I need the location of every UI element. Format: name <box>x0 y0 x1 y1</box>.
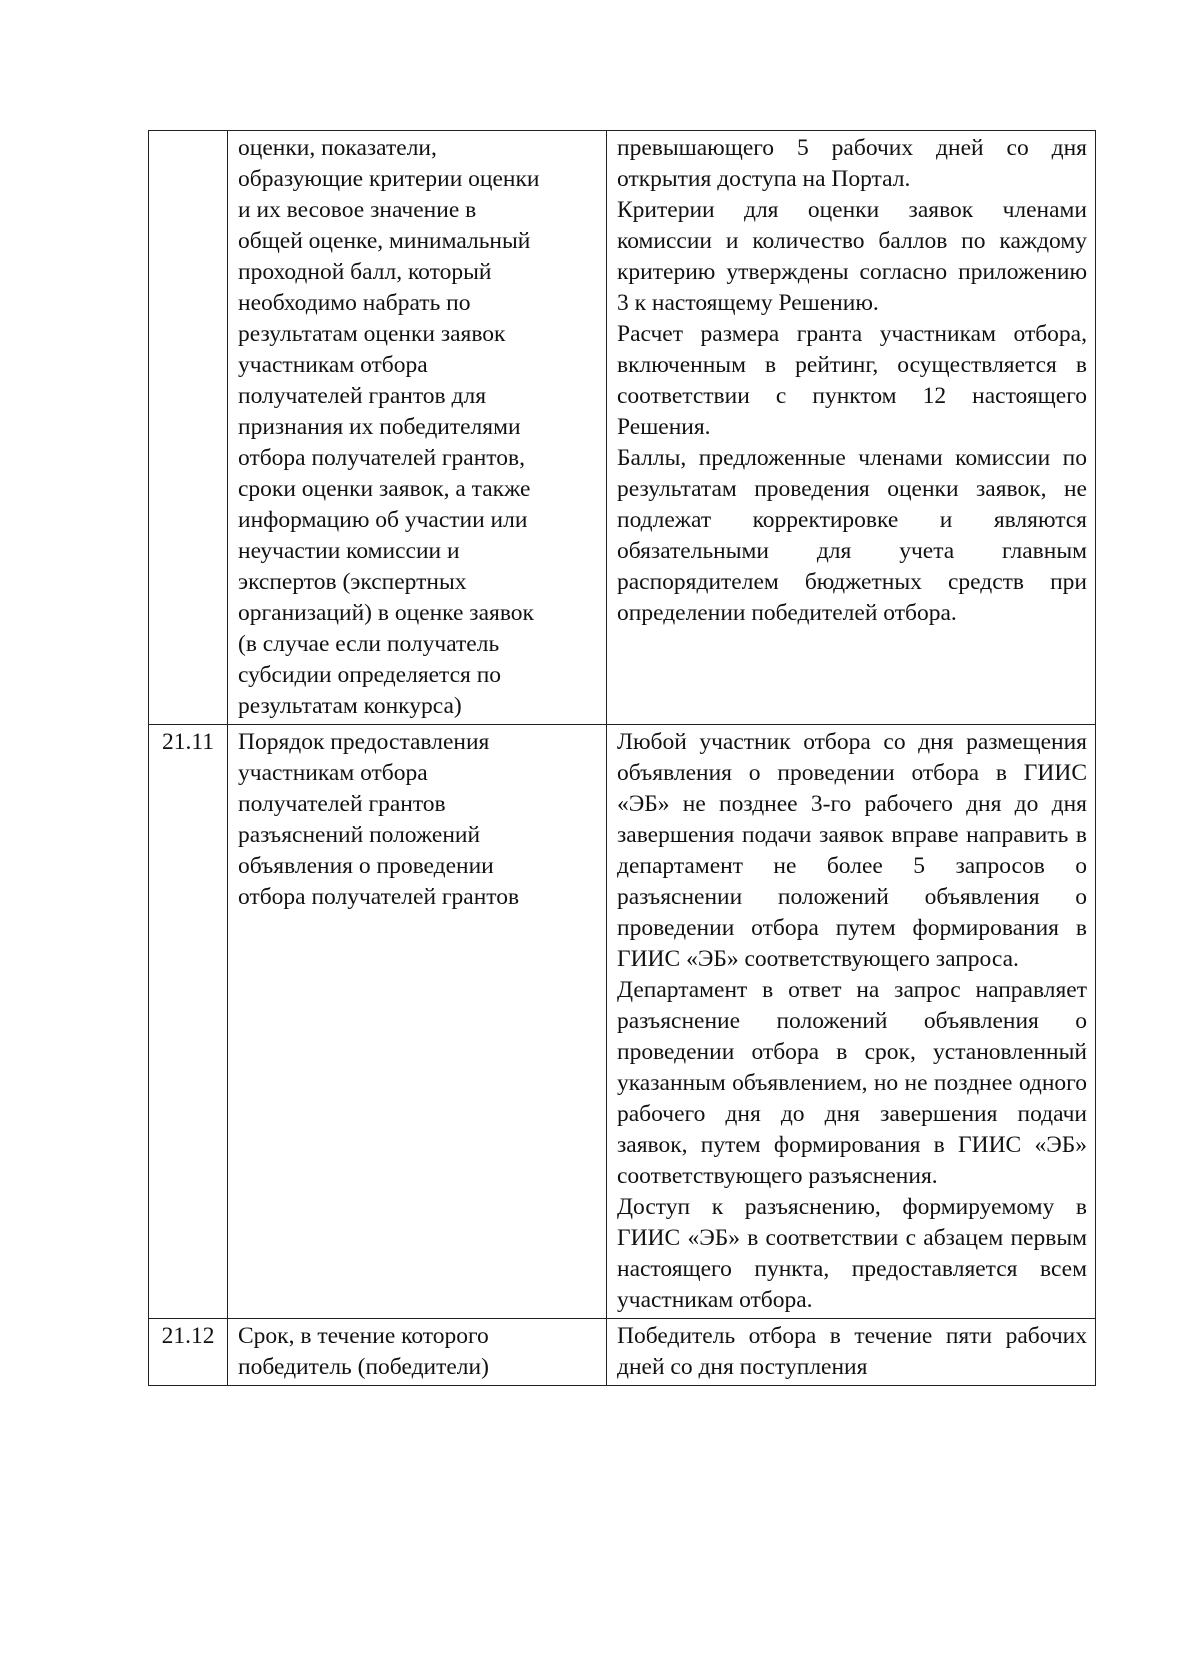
item-number <box>149 131 228 725</box>
item-title-line: Срок, в течение которого <box>238 1323 489 1349</box>
content-paragraph: Баллы, предложенные членами комиссии по результатам проведения оценки заявок, не подлежат корректировке и являются обязательными для учета главным распорядителем бюджетных средств при определении победителей отбора. <box>617 445 1087 626</box>
content-paragraph: Департамент в ответ на запрос направляет разъяснение положений объявления о проведении отбора в срок, установленный указанным объявлением, но не позднее одного рабочего дня до дня завершения подачи заявок, путем формирования в ГИИС «ЭБ» соответствующего разъяснения. <box>617 977 1087 1189</box>
content-paragraph: Критерии для оценки заявок членами комиссии и количество баллов по каждому критерию утверждены согласно приложению 3 к настоящему Решению. <box>617 197 1087 316</box>
item-title-line: проходной балл, который <box>238 259 492 285</box>
item-title-line: победитель (победители) <box>238 1354 489 1380</box>
item-title-line: и их весовое значение в <box>238 197 477 223</box>
item-title-line: получателей грантов <box>238 791 446 817</box>
item-title-line: сроки оценки заявок, а также <box>238 476 531 502</box>
item-title-line: неучастии комиссии и <box>238 538 460 564</box>
item-title-line: получателей грантов для <box>238 383 487 409</box>
item-title-line: участникам отбора <box>238 352 428 378</box>
item-title-line: объявления о проведении <box>238 853 494 879</box>
content-paragraph: Расчет размера гранта участникам отбора, включенным в рейтинг, осуществляется в соответствии с пунктом 12 настоящего Решения. <box>617 321 1087 440</box>
content-paragraph: Доступ к разъяснению, формируемому в ГИИС «ЭБ» в соответствии с абзацем первым настоящего пункта, предоставляется всем участникам отбора. <box>617 1194 1087 1313</box>
item-title-line: участникам отбора <box>238 760 428 786</box>
item-title-line: Порядок предоставления <box>238 729 490 755</box>
item-title-line: разъяснений положений <box>238 822 481 848</box>
content-paragraph: Победитель отбора в течение пяти рабочих дней со дня поступления <box>617 1323 1087 1380</box>
content-paragraph: Любой участник отбора со дня размещения объявления о проведении отбора в ГИИС «ЭБ» не позднее 3-го рабочего дня до дня завершения подачи заявок вправе направить в департамент не более 5 запросов о разъяснении положений объявления о проведении отбора путем формирования в ГИИС «ЭБ» соответствующего запроса. <box>617 729 1087 972</box>
item-title-line: организаций) в оценке заявок <box>238 600 534 626</box>
table-row <box>149 1319 1096 1386</box>
item-title <box>228 131 607 725</box>
item-title-line: образующие критерии оценки <box>238 166 540 192</box>
item-title-line: отбора получателей грантов <box>238 884 520 910</box>
item-title-line: оценки, показатели, <box>238 135 437 161</box>
item-title-line: результатам оценки заявок <box>238 321 506 347</box>
item-title-line: субсидии определяется по <box>238 662 502 688</box>
item-title-line: необходимо набрать по <box>238 290 471 316</box>
item-title-line: информацию об участии или <box>238 507 528 533</box>
item-number: 21.11 <box>149 725 228 1319</box>
table-row <box>149 725 1096 1319</box>
item-title-line: экспертов (экспертных <box>238 569 467 595</box>
item-title <box>228 1319 607 1386</box>
item-content <box>607 131 1096 725</box>
content-paragraph: превышающего 5 рабочих дней со дня открытия доступа на Портал. <box>617 135 1087 192</box>
document-table <box>148 130 1096 1386</box>
item-content <box>607 1319 1096 1386</box>
item-title <box>228 725 607 1319</box>
table-row <box>149 131 1096 725</box>
item-title-line: (в случае если получатель <box>238 631 500 657</box>
item-title-line: общей оценке, минимальный <box>238 228 531 254</box>
item-content <box>607 725 1096 1319</box>
item-title-line: результатам конкурса) <box>238 693 462 719</box>
item-number: 21.12 <box>149 1319 228 1386</box>
item-title-line: признания их победителями <box>238 414 521 440</box>
item-title-line: отбора получателей грантов, <box>238 445 525 471</box>
